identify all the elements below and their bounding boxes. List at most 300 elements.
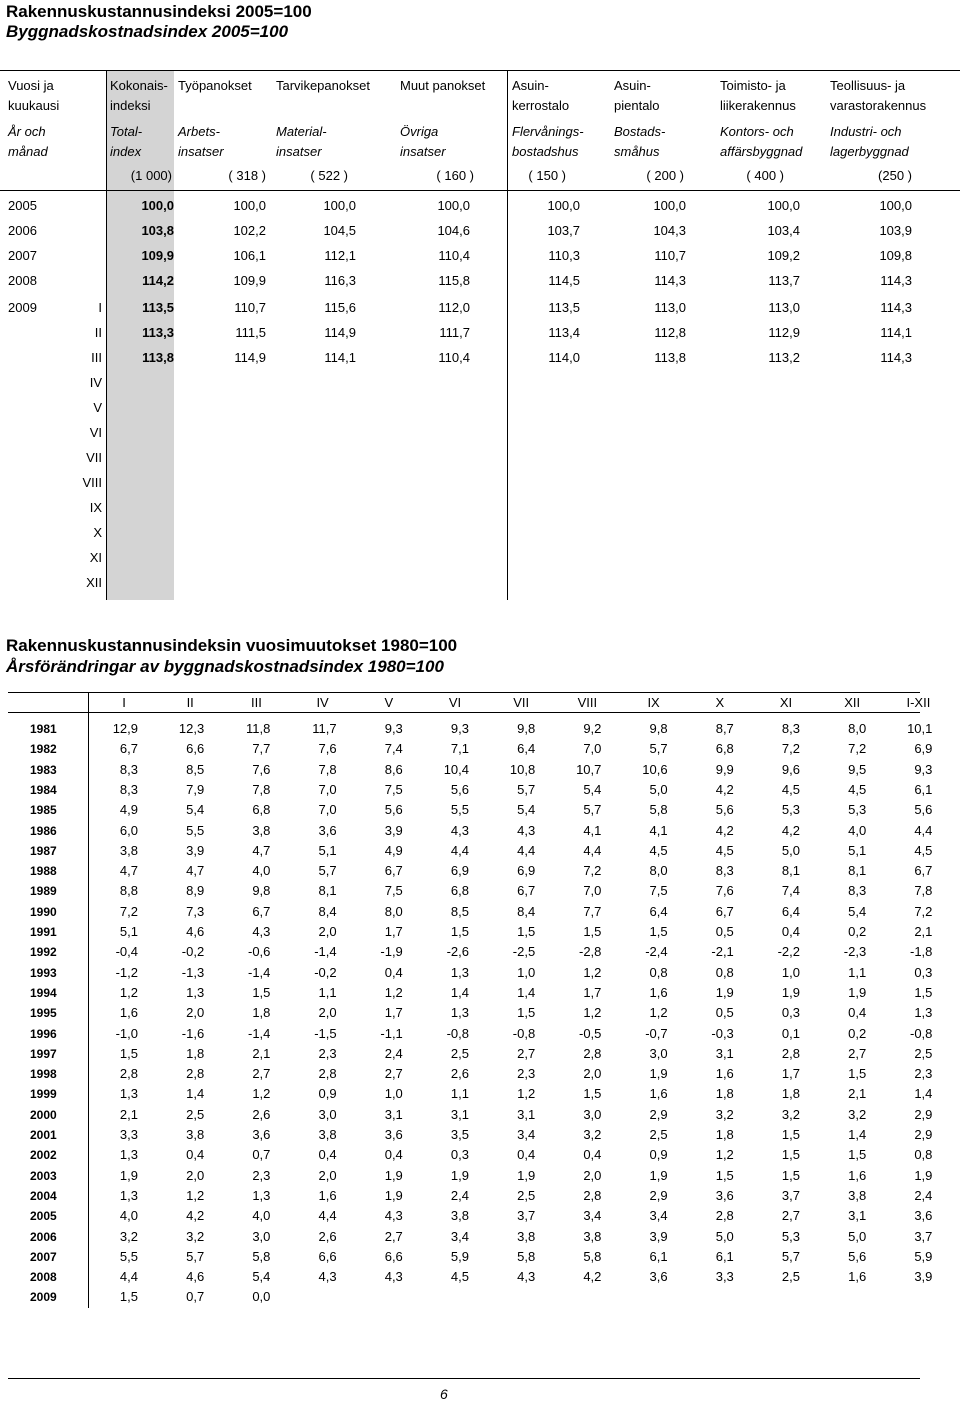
change-year: 1988 <box>30 864 57 879</box>
change-cell: 9,8 <box>649 721 668 736</box>
change-cell: 1,7 <box>781 1066 800 1082</box>
change-cell: 5,5 <box>450 802 469 818</box>
change-year: 1985 <box>30 803 57 818</box>
change-cell: 5,7 <box>649 741 668 757</box>
change-cell: 1,5 <box>517 1005 536 1021</box>
row-month: IX <box>89 500 102 515</box>
change-cell: 8,3 <box>119 781 138 797</box>
change-cell: 5,3 <box>781 802 800 818</box>
change-cell: 2,8 <box>715 1208 734 1224</box>
change-cell: 6,8 <box>715 741 734 757</box>
change-cell: 1,0 <box>384 1086 403 1102</box>
change-cell: 4,5 <box>649 842 668 858</box>
change-year: 2008 <box>30 1270 57 1285</box>
change-cell: 0,4 <box>781 924 800 939</box>
change-cell: 5,7 <box>186 1248 205 1264</box>
month-header: IV <box>316 695 329 710</box>
change-cell: 1,2 <box>119 984 138 1000</box>
change-cell: 4,5 <box>848 781 867 797</box>
change-cell: 1,9 <box>649 1066 668 1082</box>
index-cell: 109,2 <box>767 248 800 263</box>
index-cell: 113,4 <box>548 325 580 340</box>
change-cell: 8,4 <box>517 903 536 919</box>
change-cell: 2,9 <box>914 1106 933 1122</box>
change-cell: 1,2 <box>583 1005 602 1021</box>
change-cell: 3,8 <box>252 822 271 838</box>
index-cell: 113,0 <box>654 300 686 315</box>
change-cell: 9,9 <box>715 761 734 777</box>
col-header-sv2: lagerbyggnad <box>830 144 909 159</box>
weight-label: ( 400 ) <box>746 168 784 183</box>
change-cell: 1,1 <box>848 964 867 980</box>
change-year: 2009 <box>30 1290 57 1305</box>
change-cell: 12,9 <box>112 721 138 736</box>
change-cell: 4,5 <box>450 1269 469 1285</box>
change-cell: 3,2 <box>186 1228 205 1244</box>
total-index-cell: 114,2 <box>142 273 174 288</box>
change-cell: -1,1 <box>380 1025 403 1041</box>
index-cell: 114,5 <box>548 273 580 288</box>
change-cell: 8,5 <box>186 761 205 777</box>
index-cell: 114,9 <box>324 325 356 340</box>
change-cell: -1,8 <box>909 944 933 960</box>
change-cell: 3,0 <box>252 1228 271 1244</box>
change-year: 1993 <box>30 965 57 980</box>
change-cell: 2,5 <box>186 1106 205 1122</box>
col-header-sv: Industri- och <box>830 124 902 139</box>
change-cell: 8,0 <box>848 721 867 736</box>
change-cell: 7,8 <box>914 883 933 899</box>
change-cell: 1,9 <box>384 1187 403 1203</box>
col-header-sv: Total- <box>110 124 143 139</box>
col-header-sv2: bostadshus <box>512 144 579 159</box>
change-cell: 1,5 <box>252 984 271 1000</box>
change-cell: 6,8 <box>252 802 271 818</box>
month-header: X <box>715 695 725 710</box>
index-cell: 113,7 <box>768 273 800 288</box>
change-cell: 1,9 <box>450 1167 469 1183</box>
change-cell: 7,5 <box>384 781 403 797</box>
col-header-fi: Tarvikepanokset <box>276 78 370 93</box>
change-cell: 6,7 <box>914 863 933 879</box>
change-cell: 3,9 <box>914 1269 933 1285</box>
change-cell: 3,1 <box>517 1106 536 1122</box>
change-cell: 1,6 <box>848 1269 867 1285</box>
change-cell: 6,7 <box>715 903 734 919</box>
change-cell: 1,5 <box>781 1127 800 1142</box>
row-month: VII <box>86 450 102 465</box>
row-year: 2008 <box>8 273 37 288</box>
total-index-cell: 113,3 <box>142 325 174 340</box>
month-header: V <box>384 695 394 710</box>
change-cell: 6,9 <box>517 863 536 879</box>
change-year: 1999 <box>30 1087 57 1102</box>
change-cell: 1,3 <box>914 1005 933 1021</box>
change-cell: 4,3 <box>517 1269 536 1285</box>
change-cell: 9,2 <box>583 721 602 736</box>
change-cell: 5,7 <box>781 1248 800 1264</box>
change-year: 1998 <box>30 1067 57 1082</box>
change-cell: 1,6 <box>119 1005 138 1021</box>
change-cell: 5,9 <box>450 1248 469 1264</box>
index-cell: 113,8 <box>654 350 686 365</box>
change-cell: 0,3 <box>450 1147 469 1163</box>
change-cell: -2,4 <box>645 944 668 960</box>
change-cell: 2,3 <box>517 1066 536 1082</box>
change-cell: 1,8 <box>186 1045 205 1061</box>
change-cell: 0,4 <box>384 964 403 980</box>
change-cell: 6,9 <box>450 863 469 879</box>
change-cell: 0,7 <box>252 1147 271 1163</box>
index-cell: 100,0 <box>233 198 266 213</box>
change-cell: -2,1 <box>711 944 734 960</box>
change-cell: 9,8 <box>517 721 536 736</box>
change-cell: -0,2 <box>181 944 205 960</box>
change-cell: 4,6 <box>186 924 205 939</box>
change-cell: 7,2 <box>848 741 867 757</box>
index-cell: 114,3 <box>880 273 912 288</box>
change-cell: -0,8 <box>512 1025 536 1041</box>
change-cell: 9,6 <box>781 761 800 777</box>
month-header: VII <box>513 695 530 710</box>
index-cell: 106,1 <box>233 248 266 263</box>
change-cell: 4,0 <box>848 822 867 838</box>
change-cell: 4,2 <box>781 822 800 838</box>
index-table <box>0 70 960 600</box>
change-cell: 3,1 <box>848 1208 867 1224</box>
change-cell: 8,0 <box>384 903 403 919</box>
corner-label: År och <box>8 124 46 139</box>
col-header-fi2: pientalo <box>614 98 660 113</box>
change-cell: -2,3 <box>843 944 867 960</box>
change-cell: 3,4 <box>517 1127 536 1142</box>
change-cell: 1,3 <box>119 1086 138 1102</box>
change-cell: -1,4 <box>247 964 271 980</box>
change-cell: 2,0 <box>583 1167 602 1183</box>
index-cell: 116,3 <box>324 273 356 288</box>
change-cell: 8,1 <box>781 863 800 879</box>
row-month: XII <box>86 575 102 590</box>
change-cell: 0,2 <box>848 1025 867 1041</box>
change-cell: 1,6 <box>649 1086 668 1102</box>
col-header-fi2: kerrostalo <box>512 98 570 113</box>
change-cell: 1,4 <box>450 984 469 1000</box>
change-cell: 5,6 <box>715 802 734 818</box>
change-cell: 4,2 <box>186 1208 205 1224</box>
change-cell: 10,8 <box>509 761 536 777</box>
change-cell: 2,7 <box>384 1066 403 1082</box>
change-cell: -1,0 <box>115 1025 138 1041</box>
change-cell: 3,9 <box>186 842 205 858</box>
index-cell: 113,0 <box>768 300 800 315</box>
change-cell: -0,7 <box>645 1025 668 1041</box>
change-cell: 1,3 <box>119 1147 138 1163</box>
month-header: XII <box>844 695 861 710</box>
change-cell: 5,7 <box>318 863 337 879</box>
change-cell: 2,0 <box>186 1167 205 1183</box>
col-header-sv: Övriga <box>400 124 439 139</box>
change-cell: -0,3 <box>711 1025 734 1041</box>
change-cell: 2,0 <box>318 1167 337 1183</box>
change-cell: 7,4 <box>384 741 403 757</box>
change-cell: 1,5 <box>914 984 933 1000</box>
change-year: 2000 <box>30 1107 57 1122</box>
change-cell: 0,1 <box>781 1025 800 1041</box>
change-cell: 6,1 <box>715 1248 734 1264</box>
change-year: 2001 <box>30 1128 57 1142</box>
change-cell: 4,2 <box>715 781 734 797</box>
change-cell: -1,4 <box>314 944 337 960</box>
change-cell: 1,6 <box>649 984 668 1000</box>
change-cell: 2,5 <box>517 1187 536 1203</box>
change-cell: 1,3 <box>119 1187 138 1203</box>
weight-label: ( 200 ) <box>646 168 684 183</box>
table1-top-rule <box>0 70 960 71</box>
change-cell: 6,6 <box>186 741 205 757</box>
index-cell: 100,0 <box>437 198 470 213</box>
index-cell: 112,8 <box>654 325 686 340</box>
change-cell: 2,8 <box>119 1066 138 1082</box>
change-cell: 5,4 <box>848 903 867 919</box>
change-cell: 2,7 <box>517 1045 536 1061</box>
change-cell: 0,5 <box>715 1005 734 1021</box>
index-cell: 110,7 <box>234 300 266 315</box>
weight-label: ( 522 ) <box>310 168 348 183</box>
change-cell: 1,5 <box>119 1045 138 1061</box>
change-cell: 2,9 <box>649 1106 668 1122</box>
index-cell: 111,5 <box>235 325 266 340</box>
change-cell: 2,0 <box>318 1005 337 1021</box>
change-cell: 11,7 <box>312 721 337 736</box>
change-cell: 1,7 <box>583 984 602 1000</box>
index-cell: 114,3 <box>880 300 912 315</box>
change-cell: 9,5 <box>848 761 867 777</box>
index-cell: 115,8 <box>438 273 470 288</box>
change-cell: 0,5 <box>715 924 734 939</box>
index-cell: 115,6 <box>324 300 356 315</box>
change-cell: 5,6 <box>848 1248 867 1264</box>
change-cell: -2,5 <box>512 944 536 960</box>
change-cell: 4,3 <box>318 1269 337 1285</box>
index-cell: 100,0 <box>767 198 800 213</box>
change-cell: 6,7 <box>384 863 403 879</box>
change-cell: 2,3 <box>914 1066 933 1082</box>
change-cell: 6,7 <box>119 741 138 757</box>
corner-label: kuukausi <box>8 98 60 113</box>
index-cell: 114,1 <box>880 325 912 340</box>
index-cell: 112,0 <box>438 300 470 315</box>
change-cell: 7,0 <box>583 741 602 757</box>
change-year: 1990 <box>30 904 57 919</box>
change-cell: 5,8 <box>583 1248 602 1264</box>
index-cell: 114,9 <box>234 350 266 365</box>
change-cell: 2,6 <box>318 1228 337 1244</box>
change-cell: 1,9 <box>914 1167 933 1183</box>
col-header-sv2: småhus <box>614 144 660 159</box>
change-cell: 2,4 <box>450 1187 469 1203</box>
change-cell: 0,4 <box>517 1147 536 1163</box>
change-cell: 3,7 <box>781 1187 800 1203</box>
change-cell: 1,9 <box>649 1167 668 1183</box>
change-cell: 0,8 <box>914 1147 933 1163</box>
change-cell: 1,9 <box>848 984 867 1000</box>
index-cell: 113,5 <box>548 300 580 315</box>
weight-label: ( 150 ) <box>528 168 566 183</box>
col-header-fi: Kokonais- <box>110 78 168 93</box>
total-index-cell: 113,5 <box>142 300 174 315</box>
change-cell: -2,8 <box>578 944 602 960</box>
change-cell: 0,3 <box>914 964 933 980</box>
corner-label: månad <box>8 144 48 159</box>
change-cell: 8,5 <box>450 903 469 919</box>
change-cell: 4,3 <box>252 924 271 939</box>
col-header-fi: Muut panokset <box>400 78 486 93</box>
change-cell: 3,6 <box>252 1127 271 1142</box>
row-year: 2009 <box>8 300 37 315</box>
change-cell: 3,8 <box>848 1187 867 1203</box>
change-cell: 2,9 <box>914 1127 933 1142</box>
change-cell: 2,0 <box>186 1005 205 1021</box>
change-cell: 1,2 <box>517 1086 536 1102</box>
col-header-fi: Asuin- <box>512 78 549 93</box>
index-cell: 110,4 <box>438 350 470 365</box>
change-cell: 7,6 <box>715 883 734 899</box>
index-cell: 103,9 <box>879 223 912 238</box>
row-month: II <box>94 325 102 340</box>
change-cell: 3,2 <box>119 1228 138 1244</box>
change-cell: 1,2 <box>583 964 602 980</box>
change-cell: 2,8 <box>318 1066 337 1082</box>
change-cell: 2,5 <box>649 1127 668 1142</box>
month-header: I-XII <box>906 695 931 710</box>
change-cell: 4,2 <box>583 1269 602 1285</box>
col-header-fi2: liikerakennus <box>720 98 796 113</box>
col-header-sv: Flervånings- <box>512 124 584 139</box>
col-header-sv2: insatser <box>400 144 446 159</box>
index-cell: 109,8 <box>879 248 912 263</box>
changes-title-sv: Årsförändringar av byggnadskostnadsindex 1980=100 <box>6 657 444 676</box>
change-cell: 8,0 <box>649 863 668 879</box>
change-cell: 3,6 <box>715 1187 734 1203</box>
month-header: XI <box>779 695 793 710</box>
change-cell: 3,4 <box>583 1208 602 1224</box>
change-cell: 4,5 <box>781 781 800 797</box>
change-cell: 10,1 <box>907 721 933 736</box>
change-cell: 4,7 <box>119 863 138 879</box>
change-cell: 8,1 <box>848 863 867 879</box>
index-cell: 114,3 <box>880 350 912 365</box>
change-cell: 3,9 <box>384 822 403 838</box>
change-cell: 2,1 <box>252 1045 271 1061</box>
change-cell: 7,0 <box>583 883 602 899</box>
change-cell: 1,5 <box>781 1167 800 1183</box>
index-cell: 114,0 <box>548 350 580 365</box>
change-year: 2006 <box>30 1229 57 1244</box>
change-cell: 4,9 <box>119 802 138 818</box>
corner-label: Vuosi ja <box>8 78 54 93</box>
table2-header-rule <box>8 712 920 713</box>
change-year: 1984 <box>30 782 57 797</box>
change-cell: 3,8 <box>186 1127 205 1142</box>
change-cell: 3,7 <box>914 1228 933 1244</box>
change-year: 1992 <box>30 945 57 960</box>
change-year: 1986 <box>30 823 57 838</box>
change-cell: 7,8 <box>318 761 337 777</box>
change-cell: 6,1 <box>914 781 933 797</box>
change-cell: 2,1 <box>848 1086 867 1102</box>
change-cell: 1,9 <box>715 984 734 1000</box>
change-cell: 7,6 <box>318 741 337 757</box>
change-cell: 0,8 <box>649 964 668 980</box>
change-cell: 1,4 <box>848 1127 867 1142</box>
annual-changes-table <box>0 692 960 1312</box>
change-cell: 3,2 <box>781 1106 800 1122</box>
change-cell: 6,0 <box>119 822 138 838</box>
change-cell: -2,6 <box>446 944 469 960</box>
change-cell: 7,0 <box>318 781 337 797</box>
change-cell: 2,9 <box>649 1187 668 1203</box>
change-cell: 1,5 <box>649 924 668 939</box>
change-cell: 5,8 <box>649 802 668 818</box>
change-cell: 5,1 <box>119 924 138 939</box>
change-cell: 3,5 <box>450 1127 469 1142</box>
change-cell: 2,4 <box>914 1187 933 1203</box>
change-cell: 1,9 <box>517 1167 536 1183</box>
change-year: 1996 <box>30 1026 57 1041</box>
change-cell: -0,2 <box>314 964 337 980</box>
change-cell: 0,0 <box>252 1289 271 1305</box>
change-cell: 1,7 <box>384 1005 403 1021</box>
change-year: 1987 <box>30 843 57 858</box>
change-cell: 4,0 <box>252 863 271 879</box>
weight-label: ( 160 ) <box>436 168 474 183</box>
change-cell: 1,6 <box>848 1167 867 1183</box>
change-cell: 10,7 <box>576 761 602 777</box>
change-year: 1989 <box>30 884 57 899</box>
change-cell: 8,4 <box>318 903 337 919</box>
change-cell: 1,5 <box>583 1086 602 1102</box>
index-cell: 104,5 <box>323 223 356 238</box>
change-cell: 5,9 <box>914 1248 933 1264</box>
footer-rule <box>8 1378 920 1379</box>
change-cell: 5,1 <box>318 842 337 858</box>
change-cell: 4,5 <box>914 842 933 858</box>
change-cell: 1,7 <box>384 924 403 939</box>
change-cell: 2,5 <box>450 1045 469 1061</box>
change-cell: 11,8 <box>246 721 271 736</box>
change-cell: 3,8 <box>517 1228 536 1244</box>
change-cell: 7,6 <box>252 761 271 777</box>
change-cell: 1,6 <box>318 1187 337 1203</box>
change-cell: 0,4 <box>186 1147 205 1163</box>
month-header: VIII <box>577 695 598 710</box>
row-month: VI <box>89 425 102 440</box>
change-cell: 8,9 <box>186 883 205 899</box>
col-header-fi: Toimisto- ja <box>720 78 786 93</box>
index-cell: 110,4 <box>438 248 470 263</box>
change-cell: 1,2 <box>252 1086 271 1102</box>
change-cell: 6,4 <box>649 903 668 919</box>
change-cell: 0,4 <box>384 1147 403 1163</box>
change-cell: 2,8 <box>583 1045 602 1061</box>
change-cell: 3,7 <box>517 1208 536 1224</box>
index-cell: 109,9 <box>233 273 266 288</box>
change-cell: -0,5 <box>578 1025 602 1041</box>
total-index-cell: 103,8 <box>141 223 174 238</box>
change-cell: 1,3 <box>252 1187 271 1203</box>
change-cell: 2,4 <box>384 1045 403 1061</box>
change-cell: -1,4 <box>247 1025 271 1041</box>
